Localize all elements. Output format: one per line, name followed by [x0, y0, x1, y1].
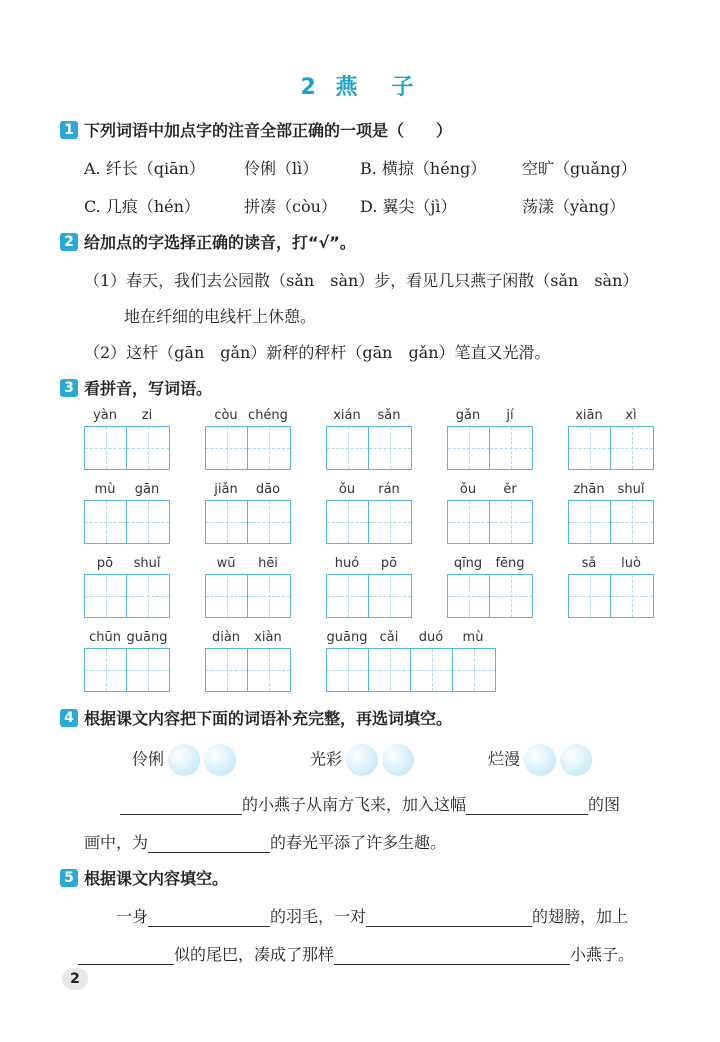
question-3-heading	[60, 376, 212, 399]
q4-sentence-1	[120, 792, 620, 815]
q2-sentence-1b: 地在纤细的电线杆上休憩。	[124, 307, 317, 326]
question-text: 根据课文内容填空。	[84, 869, 229, 888]
writing-cell[interactable]	[569, 501, 611, 543]
pinyin-syllable: gān	[134, 482, 160, 497]
word-fill-1	[132, 744, 236, 776]
writing-cells	[84, 648, 170, 692]
answer-blank[interactable]	[148, 908, 270, 927]
writing-cell[interactable]	[127, 501, 169, 543]
pinyin-syllable: jiǎn	[214, 482, 238, 497]
option-b-2: 空旷（guǎng）	[522, 159, 637, 178]
pinyin-syllable: yàn	[93, 408, 117, 423]
question-number: 5	[60, 869, 78, 887]
writing-cell[interactable]	[127, 427, 169, 469]
question-5-heading	[60, 866, 228, 889]
writing-cell[interactable]	[327, 501, 369, 543]
sentence-text: 一身	[116, 907, 149, 926]
writing-cell[interactable]	[569, 575, 611, 617]
question-number: 3	[60, 379, 78, 397]
word-label: 烂漫	[488, 749, 521, 769]
writing-cell[interactable]	[327, 575, 369, 617]
blank-bubble[interactable]	[560, 744, 592, 776]
pinyin-syllable: huó	[334, 556, 360, 571]
writing-cells	[568, 426, 654, 470]
pinyin-syllable: chūn	[89, 630, 121, 645]
question-text: 看拼音，写词语。	[84, 379, 213, 398]
writing-cell[interactable]	[448, 427, 490, 469]
writing-cells	[84, 574, 170, 618]
writing-cell[interactable]	[327, 427, 369, 469]
writing-cells	[447, 574, 533, 618]
question-1-heading	[60, 118, 452, 141]
pinyin-syllable: luò	[621, 556, 641, 571]
writing-cell[interactable]	[369, 427, 411, 469]
sentence-text: 小燕子。	[570, 945, 635, 964]
pinyin-syllable: xián	[333, 408, 361, 423]
blank-bubble[interactable]	[346, 744, 378, 776]
q5-sentence-1	[116, 904, 628, 927]
pinyin-syllable: ěr	[503, 482, 517, 497]
writing-cell[interactable]	[448, 501, 490, 543]
question-text: 下列词语中加点字的注音全部正确的一项是（ ）	[84, 121, 453, 140]
writing-cell[interactable]	[453, 649, 495, 691]
pinyin-syllable: xiàn	[254, 630, 282, 645]
option-a-1: A. 纤长（qiān）	[84, 159, 205, 178]
writing-cells	[205, 574, 291, 618]
pinyin-syllable: sǎn	[377, 408, 401, 423]
option-c-1: C. 几痕（hén）	[84, 197, 200, 216]
page-title: 2 燕 子	[300, 75, 420, 100]
question-text: 给加点的字选择正确的读音，打“√”。	[84, 233, 356, 252]
pinyin-syllable: fēng	[495, 556, 525, 571]
pinyin-syllable: ǒu	[459, 482, 477, 497]
writing-cells	[568, 574, 654, 618]
q2-sentence-2: （2）这杆（gān gǎn）新秤的秤杆（gān gǎn）笔直又光滑。	[84, 343, 551, 362]
pinyin-syllable: mù	[462, 630, 484, 645]
pinyin-syllable: pō	[96, 556, 114, 571]
page-number: 2	[62, 968, 88, 990]
blank-bubble[interactable]	[382, 744, 414, 776]
writing-cell[interactable]	[127, 575, 169, 617]
word-label: 伶俐	[132, 749, 165, 769]
writing-cells	[205, 648, 291, 692]
word-fill-3	[488, 744, 592, 776]
writing-cell[interactable]	[248, 501, 290, 543]
blank-bubble[interactable]	[168, 744, 200, 776]
writing-cell[interactable]	[611, 501, 653, 543]
option-c-2: 拼凑（còu）	[244, 197, 337, 216]
writing-cell[interactable]	[85, 501, 127, 543]
writing-cell[interactable]	[248, 575, 290, 617]
writing-cells	[326, 648, 496, 692]
writing-cell[interactable]	[611, 575, 653, 617]
answer-blank[interactable]	[366, 908, 532, 927]
q5-sentence-2	[78, 942, 634, 965]
sentence-text: 的春光平添了许多生趣。	[270, 833, 447, 852]
writing-cell[interactable]	[206, 501, 248, 543]
writing-cells	[205, 426, 291, 470]
writing-cell[interactable]	[85, 575, 127, 617]
sentence-text: 的小燕子从南方飞来，加入这幅	[242, 795, 467, 814]
answer-blank[interactable]	[148, 834, 270, 853]
writing-cell[interactable]	[369, 649, 411, 691]
q4-sentence-2	[84, 830, 446, 853]
question-number: 2	[60, 233, 78, 251]
writing-cell[interactable]	[569, 427, 611, 469]
writing-cell[interactable]	[85, 427, 127, 469]
pinyin-syllable: zhān	[573, 482, 605, 497]
pinyin-syllable: shuǐ	[617, 482, 645, 497]
pinyin-syllable: shuǐ	[133, 556, 161, 571]
writing-cell[interactable]	[127, 649, 169, 691]
pinyin-syllable: qīng	[453, 556, 483, 571]
sentence-text: 似的尾巴，凑成了那样	[174, 945, 335, 964]
pinyin-syllable: cǎi	[379, 630, 399, 645]
question-text: 根据课文内容把下面的词语补充完整，再选词填空。	[84, 709, 453, 728]
sentence-text: 的羽毛，一对	[270, 907, 367, 926]
writing-cell[interactable]	[490, 427, 532, 469]
writing-cell[interactable]	[411, 649, 453, 691]
pinyin-syllable: xiān	[575, 408, 603, 423]
pinyin-syllable: guāng	[326, 630, 368, 645]
writing-cells	[205, 500, 291, 544]
pinyin-syllable: sǎ	[581, 556, 597, 571]
writing-cell[interactable]	[611, 427, 653, 469]
writing-cell[interactable]	[448, 575, 490, 617]
blank-bubble[interactable]	[524, 744, 556, 776]
question-number: 1	[60, 121, 78, 139]
writing-cell[interactable]	[206, 575, 248, 617]
pinyin-syllable: zi	[141, 408, 153, 423]
writing-cells	[326, 500, 412, 544]
writing-cells	[84, 500, 170, 544]
q2-sentence-1a: （1）春天，我们去公园散（sǎn sàn）步，看见几只燕子闲散（sǎn sàn）	[84, 271, 639, 290]
writing-cells	[84, 426, 170, 470]
writing-cell[interactable]	[248, 427, 290, 469]
blank-bubble[interactable]	[204, 744, 236, 776]
writing-cell[interactable]	[248, 649, 290, 691]
pinyin-syllable: pō	[380, 556, 398, 571]
writing-cell[interactable]	[490, 575, 532, 617]
pinyin-syllable: rán	[378, 482, 400, 497]
writing-cell[interactable]	[490, 501, 532, 543]
word-fill-2	[310, 744, 414, 776]
writing-cell[interactable]	[206, 649, 248, 691]
pinyin-syllable: mù	[94, 482, 116, 497]
word-label: 光彩	[310, 749, 343, 769]
pinyin-syllable: còu	[214, 408, 238, 423]
sentence-text: 的图	[588, 795, 621, 814]
writing-cells	[326, 426, 412, 470]
writing-cells	[447, 500, 533, 544]
pinyin-syllable: duó	[418, 630, 444, 645]
option-d-2: 荡漾（yàng）	[522, 197, 626, 216]
option-d-1: D. 翼尖（jì）	[360, 197, 457, 216]
writing-cell[interactable]	[85, 649, 127, 691]
question-4-heading	[60, 706, 452, 729]
writing-cell[interactable]	[206, 427, 248, 469]
pinyin-syllable: xì	[625, 408, 637, 423]
answer-blank[interactable]	[466, 796, 588, 815]
question-2-heading	[60, 230, 356, 253]
pinyin-syllable: jí	[506, 408, 514, 423]
writing-cell[interactable]	[327, 649, 369, 691]
sentence-text: 的翅膀，加上	[532, 907, 629, 926]
pinyin-syllable: diàn	[211, 630, 241, 645]
question-number: 4	[60, 709, 78, 727]
pinyin-syllable: ǒu	[338, 482, 356, 497]
writing-cells	[326, 574, 412, 618]
writing-cell[interactable]	[369, 575, 411, 617]
answer-blank[interactable]	[334, 946, 570, 965]
pinyin-syllable: wū	[216, 556, 236, 571]
pinyin-syllable: guāng	[126, 630, 168, 645]
pinyin-syllable: dāo	[255, 482, 281, 497]
answer-blank[interactable]	[78, 946, 174, 965]
option-a-2: 伶俐（lì）	[244, 159, 319, 178]
writing-cell[interactable]	[369, 501, 411, 543]
option-b-1: B. 横掠（héng）	[360, 159, 487, 178]
pinyin-syllable: chéng	[248, 408, 288, 423]
sentence-text: 画中，为	[84, 833, 149, 852]
pinyin-syllable: gǎn	[455, 408, 481, 423]
writing-cells	[568, 500, 654, 544]
answer-blank[interactable]	[120, 796, 242, 815]
pinyin-syllable: hēi	[258, 556, 278, 571]
writing-cells	[447, 426, 533, 470]
